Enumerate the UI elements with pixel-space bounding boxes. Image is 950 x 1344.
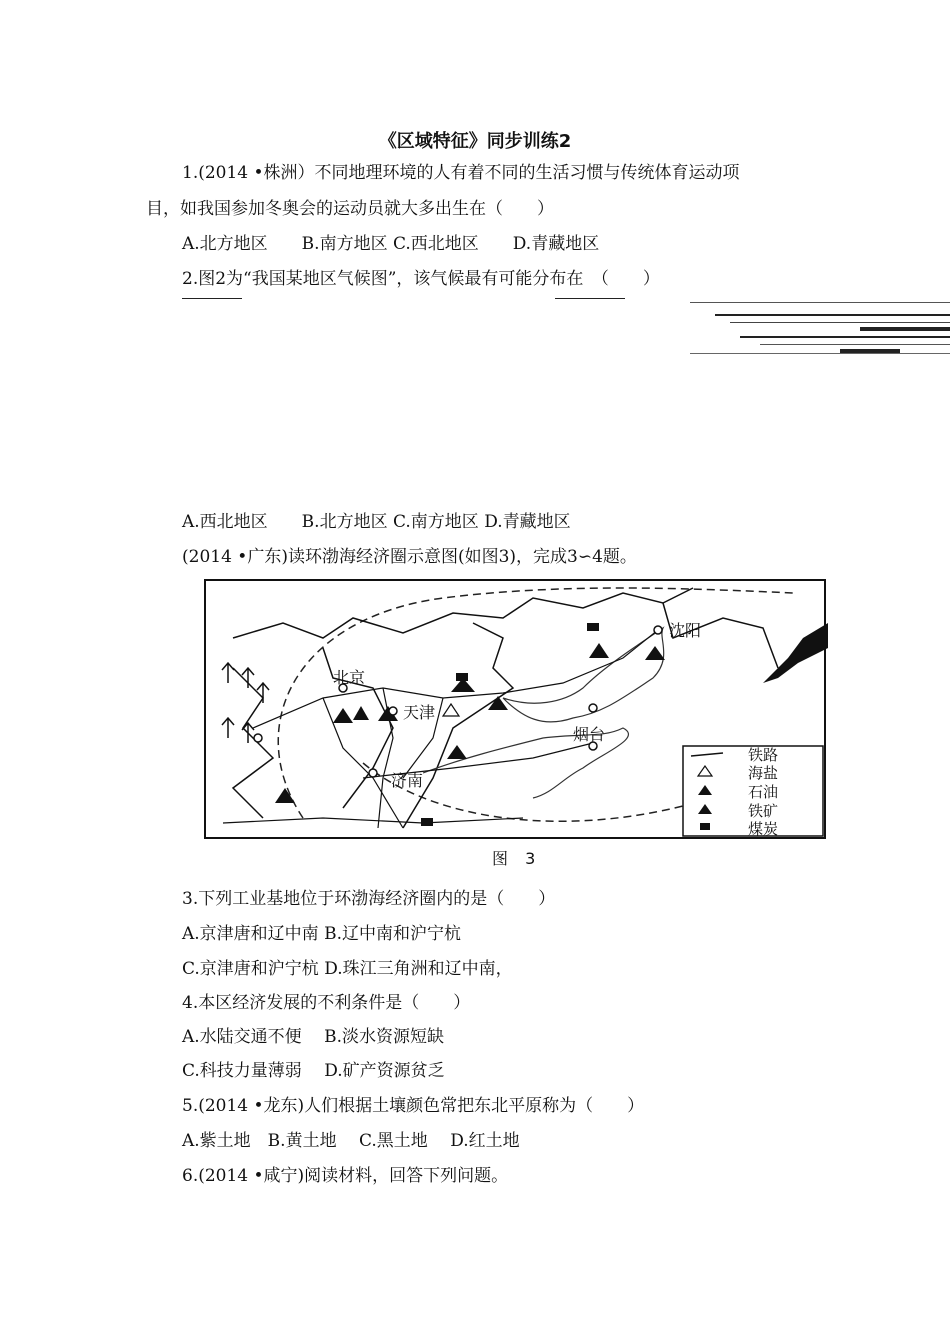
intro-q3-4: (2014 •广东)读环渤海经济圈示意图(如图3)，完成3∽4题。 xyxy=(182,547,637,567)
q3-line1: 3.下列工业基地位于环渤海经济圈内的是（ ） xyxy=(182,889,556,909)
city-label-tianjin: 天津 xyxy=(403,703,436,722)
city-label-jinan: 济南 xyxy=(391,771,424,790)
q4-options-ab: A.水陆交通不便 B.淡水资源短缺 xyxy=(182,1027,444,1047)
city-label-shenyang: 沈阳 xyxy=(669,621,702,640)
city-label-beijing: 北京 xyxy=(333,668,366,687)
q5-options: A.紫土地 B.黄土地 C.黑土地 D.红土地 xyxy=(182,1131,520,1151)
q3-options-ab: A.京津唐和辽中南 B.辽中南和沪宁杭 xyxy=(182,924,461,944)
q2-line1: 2.图2为“我国某地区气候图”，该气候最有可能分布在 （ ） xyxy=(182,269,660,289)
page-title: 《区域特征》同步训练2 xyxy=(378,131,572,152)
q4-line1: 4.本区经济发展的不利条件是（ ） xyxy=(182,993,471,1013)
q1-options: A.北方地区 B.南方地区 C.西北地区 D.青藏地区 xyxy=(182,234,600,254)
q2-options: A.西北地区 B.北方地区 C.南方地区 D.青藏地区 xyxy=(182,512,571,532)
bohai-economic-circle-map xyxy=(203,578,828,842)
legend-iron-ore: 铁矿 xyxy=(748,802,779,820)
map-legend xyxy=(683,746,823,838)
q6-line1: 6.(2014 •咸宁)阅读材料，回答下列问题。 xyxy=(182,1166,509,1186)
q1-line1: 1.(2014 •株洲）不同地理环境的人有着不同的生活习惯与传统体育运动项 xyxy=(182,163,740,183)
city-label-yantai: 烟台 xyxy=(573,725,606,744)
q3-options-cd: C.京津唐和沪宁杭 D.珠江三角洲和辽中南， xyxy=(182,959,513,979)
q5-line1: 5.(2014 •龙东)人们根据土壤颜色常把东北平原称为（ ） xyxy=(182,1096,645,1116)
figure-caption: 图 3 xyxy=(492,849,542,868)
legend-railway: 铁路 xyxy=(748,746,779,764)
q4-options-cd: C.科技力量薄弱 D.矿产资源贫乏 xyxy=(182,1061,445,1081)
legend-coal: 煤炭 xyxy=(748,820,779,838)
legend-oil: 石油 xyxy=(748,783,779,801)
q1-line2: 目，如我国参加冬奥会的运动员就大多出生在（ ） xyxy=(146,199,554,219)
legend-sea-salt: 海盐 xyxy=(748,764,779,782)
